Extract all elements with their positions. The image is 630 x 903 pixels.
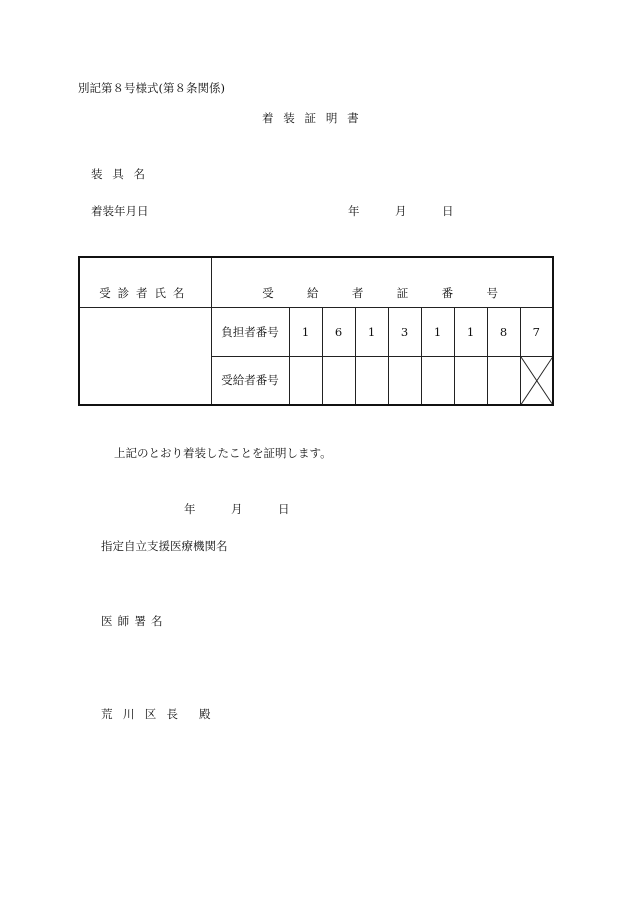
patient-name-header: 受診者氏名 — [79, 257, 211, 307]
payer-digit: 8 — [487, 307, 520, 356]
payer-digit: 1 — [421, 307, 454, 356]
fitting-day-label: 日 — [442, 204, 454, 218]
fitting-month-label: 月 — [395, 204, 407, 218]
recipient-digit-field[interactable] — [454, 356, 487, 405]
addressee-honorific: 殿 — [198, 707, 211, 721]
cert-year-label: 年 — [184, 502, 196, 516]
crossed-out-cell — [520, 356, 553, 405]
device-name-label: 装具名 — [91, 167, 155, 181]
payer-digit: 1 — [454, 307, 487, 356]
payer-digit: 3 — [388, 307, 421, 356]
recipient-digit-field[interactable] — [289, 356, 322, 405]
payer-digit: 1 — [289, 307, 322, 356]
payer-number-label: 負担者番号 — [211, 307, 289, 356]
recipient-digit-field[interactable] — [487, 356, 520, 405]
addressee — [101, 706, 210, 722]
fitting-date-label: 着装年月日 — [91, 204, 149, 218]
document-title: 着装証明書 — [262, 111, 369, 125]
recipient-number-label: 受給者番号 — [211, 356, 289, 405]
form-reference: 別記第８号様式(第８条関係) — [78, 81, 225, 95]
payer-digit: 6 — [322, 307, 355, 356]
doctor-signature-label: 医師署名 — [101, 614, 168, 628]
recipient-number-header-text: 受給者証番号 — [262, 285, 532, 300]
patient-name-field[interactable] — [79, 307, 211, 405]
recipient-digit-field[interactable] — [322, 356, 355, 405]
certificate-table — [78, 256, 554, 406]
recipient-number-header — [211, 257, 553, 307]
cert-day-label: 日 — [278, 502, 290, 516]
cert-month-label: 月 — [231, 502, 243, 516]
addressee-name: 荒川区長 — [101, 707, 189, 721]
payer-digit: 1 — [355, 307, 388, 356]
recipient-digit-field[interactable] — [421, 356, 454, 405]
fitting-year-label: 年 — [348, 204, 360, 218]
recipient-digit-field[interactable] — [355, 356, 388, 405]
recipient-digit-field[interactable] — [388, 356, 421, 405]
certification-statement: 上記のとおり着装したことを証明します。 — [114, 446, 332, 460]
cross-mark-icon — [521, 357, 553, 405]
payer-digit: 7 — [520, 307, 553, 356]
institution-label: 指定自立支援医療機関名 — [101, 539, 228, 553]
